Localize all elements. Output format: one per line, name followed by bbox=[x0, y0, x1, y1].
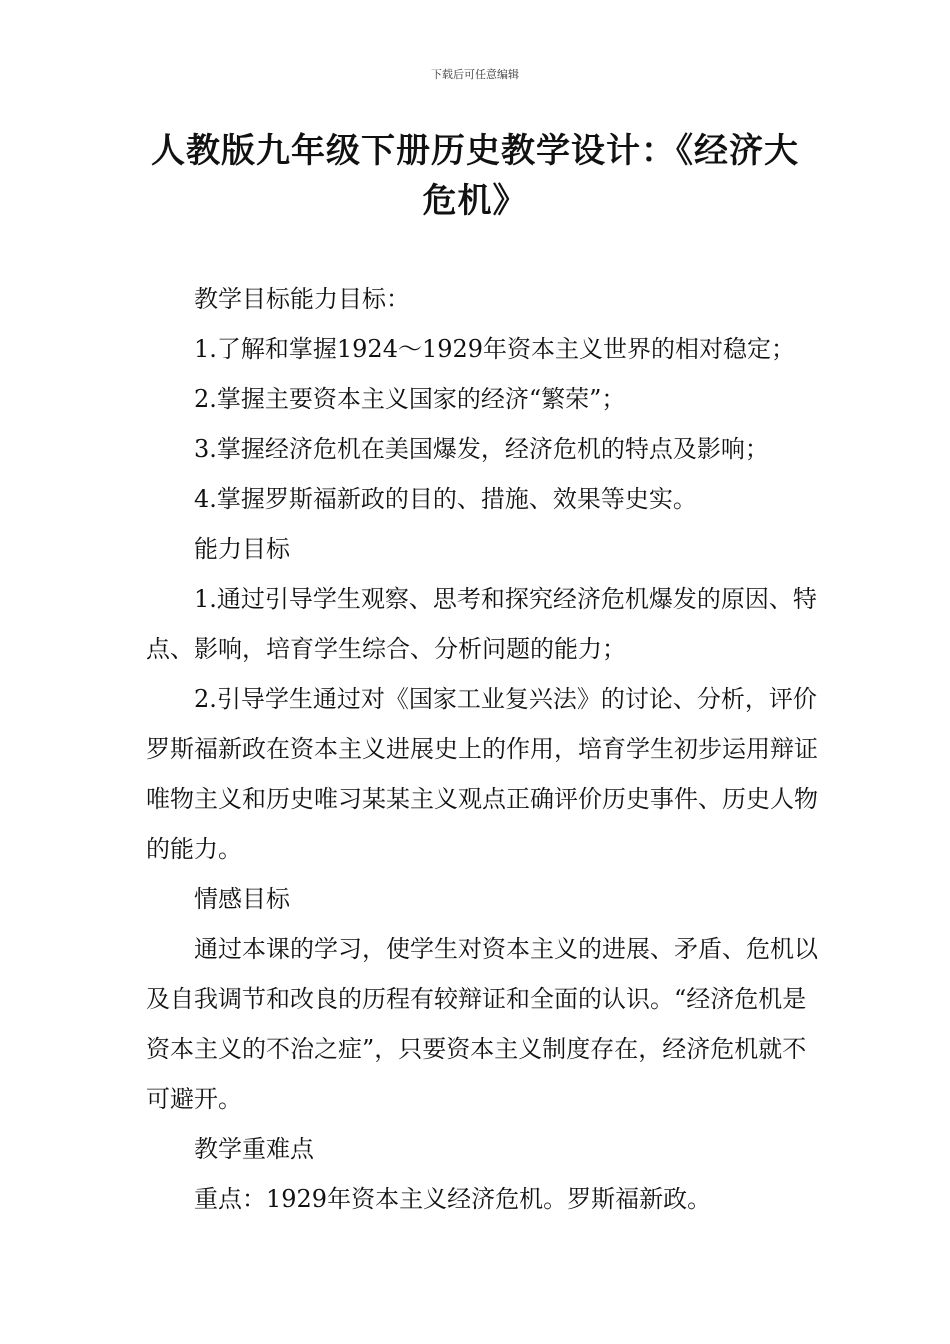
ability-item-2: 2.引导学生通过对《国家工业复兴法》的讨论、分析，评价罗斯福新政在资本主义进展史上的作用，培育学生初步运用辩证唯物主义和历史唯习某某主义观点正确评价历史事件、历史人物的能力。 bbox=[146, 685, 818, 863]
section-heading-ability: 能力目标 bbox=[194, 535, 290, 563]
objective-item-1: 1.了解和掌握1924～1929年资本主义世界的相对稳定； bbox=[194, 335, 796, 363]
section-heading-emotion: 情感目标 bbox=[194, 885, 290, 913]
section-heading-objectives: 教学目标能力目标： bbox=[194, 285, 410, 313]
document-body bbox=[146, 274, 826, 1224]
key-points-paragraph: 重点：1929年资本主义经济危机。罗斯福新政。 bbox=[194, 1185, 712, 1213]
header-note: 下载后可任意编辑 bbox=[431, 68, 519, 81]
objective-item-3: 3.掌握经济危机在美国爆发，经济危机的特点及影响； bbox=[194, 435, 769, 463]
document-title: 人教版九年级下册历史教学设计：《经济大危机》 bbox=[151, 131, 799, 221]
section-heading-key-points: 教学重难点 bbox=[194, 1135, 314, 1163]
objective-item-4: 4.掌握罗斯福新政的目的、措施、效果等史实。 bbox=[194, 485, 697, 513]
emotion-paragraph: 通过本课的学习，使学生对资本主义的进展、矛盾、危机以及自我调节和改良的历程有较辩证和全面的认识。“经济危机是资本主义的不治之症”，只要资本主义制度存在，经济危机就不可避开。 bbox=[146, 935, 818, 1113]
objective-item-2: 2.掌握主要资本主义国家的经济“繁荣”； bbox=[194, 385, 626, 413]
ability-item-1: 1.通过引导学生观察、思考和探究经济危机爆发的原因、特点、影响，培育学生综合、分析问题的能力； bbox=[146, 585, 817, 663]
